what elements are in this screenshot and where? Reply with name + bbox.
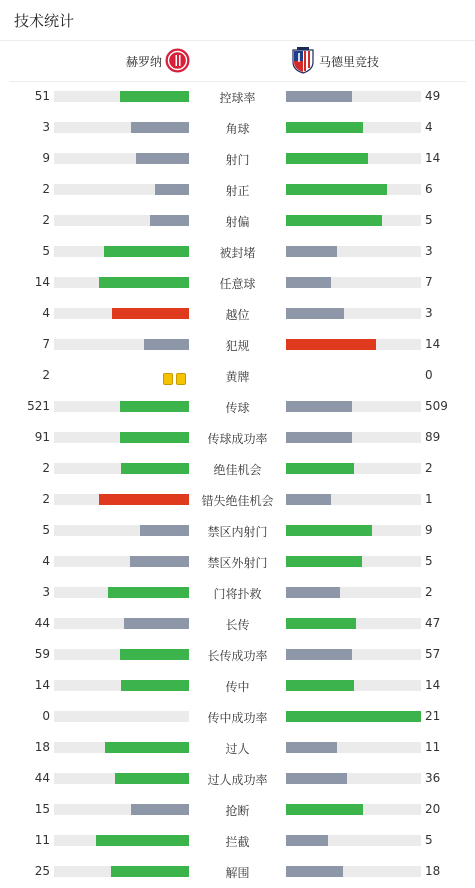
home-bar-track (54, 711, 189, 722)
stat-label: 被封堵 (219, 246, 256, 260)
home-bar (144, 339, 189, 350)
home-value: 14 (34, 678, 50, 692)
stat-row (0, 268, 475, 299)
stat-label: 越位 (225, 308, 250, 322)
home-bar-track (54, 618, 189, 629)
home-value: 0 (42, 709, 50, 723)
title-bar (0, 0, 475, 41)
home-value: 2 (42, 461, 50, 475)
away-bar-track (286, 773, 421, 784)
away-team-name[interactable]: 马德里竞技 (319, 55, 380, 69)
away-bar (286, 401, 352, 412)
stat-label: 长传 (225, 618, 250, 632)
stat-label: 过人 (225, 742, 250, 756)
home-bar-track (54, 246, 189, 257)
stat-label: 错失绝佳机会 (201, 494, 274, 508)
away-value: 49 (425, 89, 441, 103)
away-value: 14 (425, 337, 441, 351)
home-bar-track (54, 184, 189, 195)
stat-row (0, 237, 475, 268)
home-value: 25 (34, 864, 50, 878)
home-value: 51 (34, 89, 50, 103)
home-value: 5 (42, 523, 50, 537)
stat-row (0, 299, 475, 330)
away-bar-track (286, 804, 421, 815)
away-bar-track (286, 277, 421, 288)
stat-row (0, 516, 475, 547)
team-header (0, 40, 475, 82)
away-bar-track (286, 246, 421, 257)
away-value: 0 (425, 368, 433, 382)
home-bar (136, 153, 189, 164)
home-bar-track (54, 277, 189, 288)
away-bar (286, 339, 376, 350)
home-bar-track (54, 649, 189, 660)
home-bar-track (54, 525, 189, 536)
home-bar-track (54, 153, 189, 164)
home-value: 521 (27, 399, 50, 413)
away-bar (286, 742, 337, 753)
away-value: 21 (425, 709, 441, 723)
away-value: 11 (425, 740, 441, 754)
away-value: 2 (425, 461, 433, 475)
stat-label: 拦截 (225, 835, 250, 849)
away-bar-track (286, 711, 421, 722)
away-bar-track (286, 556, 421, 567)
home-bar (120, 432, 189, 443)
away-bar-track (286, 339, 421, 350)
stat-label: 解围 (225, 866, 250, 880)
away-bar (286, 153, 368, 164)
page-title: 技术统计 (14, 12, 75, 30)
away-bar (286, 804, 363, 815)
home-value: 4 (42, 306, 50, 320)
stat-row (0, 671, 475, 702)
home-bar (131, 804, 189, 815)
home-bar (99, 494, 189, 505)
away-bar (286, 711, 421, 722)
yellow-card-icon (163, 373, 173, 385)
away-value: 14 (425, 678, 441, 692)
home-bar (96, 835, 189, 846)
home-bar-track (54, 742, 189, 753)
away-value: 36 (425, 771, 441, 785)
away-bar (286, 556, 362, 567)
away-bar (286, 215, 382, 226)
home-bar-track (54, 91, 189, 102)
away-value: 89 (425, 430, 441, 444)
away-bar (286, 308, 344, 319)
away-value: 6 (425, 182, 433, 196)
away-bar (286, 773, 347, 784)
stat-label: 禁区内射门 (207, 525, 268, 539)
away-bar-track (286, 308, 421, 319)
home-bar (131, 122, 189, 133)
away-bar (286, 649, 352, 660)
stat-row (0, 609, 475, 640)
home-bar (155, 184, 189, 195)
home-bar-track (54, 401, 189, 412)
away-value: 5 (425, 213, 433, 227)
home-value: 4 (42, 554, 50, 568)
home-team-logo[interactable] (165, 48, 190, 73)
away-value: 9 (425, 523, 433, 537)
home-bar-track (54, 587, 189, 598)
home-value: 44 (34, 616, 50, 630)
home-bar (120, 649, 189, 660)
home-bar (108, 587, 189, 598)
home-bar (121, 463, 189, 474)
stat-row (0, 113, 475, 144)
away-value: 5 (425, 554, 433, 568)
yellow-cards (163, 370, 189, 389)
stat-label: 过人成功率 (207, 773, 268, 787)
away-bar (286, 525, 372, 536)
stat-label: 传球成功率 (207, 432, 268, 446)
away-bar (286, 587, 340, 598)
away-value: 1 (425, 492, 433, 506)
away-bar (286, 184, 387, 195)
home-bar (120, 91, 189, 102)
home-team-name[interactable]: 赫罗纳 (125, 55, 162, 69)
stat-row (0, 702, 475, 733)
stat-label: 黄牌 (225, 370, 250, 384)
away-value: 3 (425, 306, 433, 320)
away-bar-track (286, 649, 421, 660)
away-bar (286, 680, 354, 691)
away-bar-track (286, 122, 421, 133)
away-value: 3 (425, 244, 433, 258)
home-bar (140, 525, 189, 536)
stat-row (0, 764, 475, 795)
away-value: 5 (425, 833, 433, 847)
home-bar-track (54, 835, 189, 846)
stat-row (0, 795, 475, 826)
away-bar (286, 618, 356, 629)
home-bar-track (54, 680, 189, 691)
stat-row (0, 578, 475, 609)
home-bar-track (54, 463, 189, 474)
home-value: 11 (34, 833, 50, 847)
stat-row (0, 206, 475, 237)
away-bar-track (286, 463, 421, 474)
stat-row (0, 144, 475, 175)
away-value: 18 (425, 864, 441, 878)
away-bar-track (286, 91, 421, 102)
home-bar (115, 773, 189, 784)
stat-row (0, 733, 475, 764)
away-value: 7 (425, 275, 433, 289)
away-value: 47 (425, 616, 441, 630)
away-bar-track (286, 525, 421, 536)
stat-label: 射正 (225, 184, 250, 198)
home-bar-track (54, 494, 189, 505)
stat-label: 门将扑救 (213, 587, 262, 601)
stat-row (0, 392, 475, 423)
stat-label: 犯规 (225, 339, 250, 353)
stat-label: 射门 (225, 153, 250, 167)
away-bar-track (286, 494, 421, 505)
home-bar-track (54, 773, 189, 784)
stat-row (0, 423, 475, 454)
stat-label: 绝佳机会 (213, 463, 262, 477)
away-value: 14 (425, 151, 441, 165)
away-bar-track (286, 742, 421, 753)
away-bar (286, 463, 354, 474)
home-bar (111, 866, 189, 877)
home-value: 15 (34, 802, 50, 816)
stat-row (0, 175, 475, 206)
home-value: 2 (42, 182, 50, 196)
stat-row (0, 640, 475, 671)
stat-row (0, 485, 475, 516)
home-bar (124, 618, 189, 629)
stat-label: 禁区外射门 (207, 556, 268, 570)
home-bar (104, 246, 189, 257)
home-value: 2 (42, 368, 50, 382)
home-value: 44 (34, 771, 50, 785)
home-value: 18 (34, 740, 50, 754)
away-bar (286, 866, 343, 877)
away-value: 4 (425, 120, 433, 134)
home-value: 5 (42, 244, 50, 258)
stat-label: 角球 (225, 122, 250, 136)
home-value: 3 (42, 120, 50, 134)
home-bar (130, 556, 189, 567)
home-value: 3 (42, 585, 50, 599)
home-bar (99, 277, 189, 288)
away-bar-track (286, 680, 421, 691)
away-bar-track (286, 401, 421, 412)
home-value: 7 (42, 337, 50, 351)
home-bar-track (54, 308, 189, 319)
home-value: 9 (42, 151, 50, 165)
home-bar (105, 742, 189, 753)
home-bar-track (54, 556, 189, 567)
away-bar-track (286, 184, 421, 195)
away-bar-track (286, 432, 421, 443)
stat-label: 传中 (225, 680, 250, 694)
home-value: 2 (42, 213, 50, 227)
away-bar-track (286, 835, 421, 846)
home-bar-track (54, 804, 189, 815)
stat-label: 传球 (225, 401, 250, 415)
stat-label: 控球率 (219, 91, 256, 105)
yellow-card-icon (176, 373, 186, 385)
away-bar (286, 277, 331, 288)
stat-label: 长传成功率 (207, 649, 268, 663)
home-bar-track (54, 215, 189, 226)
home-bar (121, 680, 189, 691)
away-bar (286, 494, 331, 505)
away-value: 509 (425, 399, 448, 413)
away-value: 2 (425, 585, 433, 599)
away-team-logo[interactable] (292, 47, 314, 74)
stat-row (0, 82, 475, 113)
away-bar-track (286, 215, 421, 226)
home-bar (112, 308, 189, 319)
home-bar-track (54, 122, 189, 133)
stat-row (0, 547, 475, 578)
stat-row (0, 330, 475, 361)
home-bar-track (54, 339, 189, 350)
stat-label: 抢断 (225, 804, 250, 818)
away-bar-track (286, 866, 421, 877)
away-bar (286, 122, 363, 133)
away-bar (286, 91, 352, 102)
stat-row (0, 361, 475, 392)
away-bar-track (286, 587, 421, 598)
stat-row (0, 857, 475, 888)
home-value: 14 (34, 275, 50, 289)
home-bar-track (54, 432, 189, 443)
stat-label: 传中成功率 (207, 711, 268, 725)
away-bar (286, 246, 337, 257)
stat-label: 射偏 (225, 215, 250, 229)
stat-label: 任意球 (219, 277, 256, 291)
home-value: 91 (34, 430, 50, 444)
home-bar (150, 215, 189, 226)
home-value: 59 (34, 647, 50, 661)
away-bar-track (286, 618, 421, 629)
away-value: 57 (425, 647, 441, 661)
away-bar-track (286, 153, 421, 164)
away-value: 20 (425, 802, 441, 816)
home-bar (120, 401, 189, 412)
home-value: 2 (42, 492, 50, 506)
home-bar-track (54, 866, 189, 877)
stat-row (0, 454, 475, 485)
stat-row (0, 826, 475, 857)
away-bar (286, 432, 352, 443)
away-bar (286, 835, 328, 846)
